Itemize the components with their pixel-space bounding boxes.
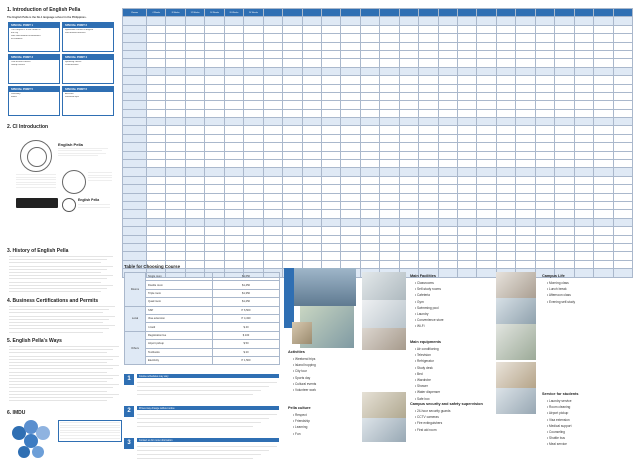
special-point-line: Systematic course of English xyxy=(65,28,94,31)
course-schedule-table xyxy=(122,8,633,278)
facility-photo-1 xyxy=(362,272,406,300)
special-point-heading: SPECIAL POINT 5 xyxy=(9,87,59,92)
note-heading: Contact us for more information xyxy=(137,438,279,442)
section-title-ci: 2. CI Introduction xyxy=(7,124,49,130)
campus-life-title: Campus Life xyxy=(542,274,565,278)
special-point-heading: SPECIAL POINT 2 xyxy=(63,23,113,28)
fee-row xyxy=(125,331,280,339)
special-point-line: Weekend trips xyxy=(65,95,79,98)
section-title-intro: 1. Introduction of English Pella xyxy=(7,7,81,13)
equipment-item: • Refrigerator xyxy=(415,359,434,364)
special-point-line: Activities xyxy=(65,92,74,95)
special-point-box xyxy=(62,86,114,116)
activity-item: • Cultural events xyxy=(293,381,317,386)
table-row xyxy=(123,168,633,176)
fee-row xyxy=(125,314,280,322)
facility-photo-4 xyxy=(362,392,406,418)
fee-item-value: P 1,500 xyxy=(213,356,280,364)
service-item: • Counseling xyxy=(547,430,565,435)
student-service-list xyxy=(544,398,634,448)
culture-item: • Learning xyxy=(293,425,308,430)
facility-item: • Convenience store xyxy=(415,318,444,323)
campus-life-photo-4 xyxy=(496,362,536,388)
table-row xyxy=(123,101,633,109)
fee-item-value: P 6,500 xyxy=(213,306,280,314)
table-header-cell: 4 Weeks xyxy=(147,9,166,17)
ci-script-logo xyxy=(16,198,58,208)
note-number: 1 xyxy=(124,374,134,385)
campus-life-item: • Morning class xyxy=(547,281,569,285)
campus-life-item: • Lunch break xyxy=(547,287,567,292)
table-row xyxy=(123,59,633,67)
facility-photo-2 xyxy=(362,300,406,328)
activity-item: • Island hopping xyxy=(293,363,316,368)
activity-item: • City tour xyxy=(293,369,307,374)
facility-item: • Wi-Fi xyxy=(415,324,425,329)
fee-group-label: Local xyxy=(125,306,146,331)
facility-item: • Swimming pool xyxy=(415,305,439,310)
special-point-line: Group classes xyxy=(11,63,25,66)
table-row xyxy=(123,143,633,151)
table-row xyxy=(123,176,633,184)
fee-item-value: $1,350 xyxy=(213,289,280,297)
intro-subtitle: The English Pella is the No.1 language school in the Philippines. xyxy=(7,16,87,19)
special-point-line: for students xyxy=(11,38,23,41)
table-header-cell: Classes xyxy=(123,9,147,17)
special-point-line: Pronunciation xyxy=(65,63,79,66)
equipment-item: • Safe box xyxy=(415,396,430,401)
special-point-heading: SPECIAL POINT 1 xyxy=(9,23,59,28)
campus-life-photo-5 xyxy=(496,388,536,414)
special-point-box xyxy=(8,22,60,52)
note-block xyxy=(124,404,280,436)
special-point-line: The campus is in the center of xyxy=(11,28,41,31)
special-point-box xyxy=(8,86,60,116)
pella-culture-list xyxy=(290,412,354,437)
equipment-item: • Study desk xyxy=(415,365,433,370)
special-point-box xyxy=(62,54,114,84)
note-heading: Course schedules may vary xyxy=(137,374,279,378)
ci-emblem-icon xyxy=(62,170,86,194)
table-row xyxy=(123,235,633,243)
special-point-line: the city xyxy=(11,31,18,34)
fee-group-label: Rooms xyxy=(125,273,146,307)
service-item: • Medical support xyxy=(547,423,572,428)
campus-life-item: • Evening self-study xyxy=(547,299,576,304)
facility-item: • Gym xyxy=(415,299,424,304)
campus-life-item: • Afternoon class xyxy=(547,293,571,298)
fee-item-label: Electricity xyxy=(146,356,213,364)
fee-row xyxy=(125,348,280,356)
equipment-item: • Shower xyxy=(415,384,428,389)
activities-list xyxy=(290,356,354,393)
main-facilities-list xyxy=(412,280,492,330)
table-row xyxy=(123,17,633,25)
safety-item: • 24-hour security guards xyxy=(415,409,451,413)
campus-life-list xyxy=(544,280,634,305)
facility-item: • Classrooms xyxy=(415,281,434,285)
fee-row xyxy=(125,323,280,331)
special-point-body xyxy=(9,92,59,100)
table-row xyxy=(123,151,633,159)
fee-item-value: $ 100 xyxy=(213,331,280,339)
fee-item-value: $1,450 xyxy=(213,281,280,289)
history-lines xyxy=(9,256,114,294)
section-title-imdu: 6. IMDU xyxy=(7,410,26,416)
table-row xyxy=(123,243,633,251)
service-item: • Meal service xyxy=(547,442,567,447)
fee-item-label: Double room xyxy=(146,281,213,289)
table-header-cell: 12 Weeks xyxy=(185,9,204,17)
service-item: • Shuttle bus xyxy=(547,436,565,441)
special-point-heading: SPECIAL POINT 3 xyxy=(9,55,59,60)
fee-table-title: Table for Choosing Course xyxy=(124,264,181,269)
service-item: • Airport pickup xyxy=(547,411,569,416)
fee-item-value: $ 40 xyxy=(213,323,280,331)
safety-item: • CCTV cameras xyxy=(415,415,439,420)
fee-item-label: I-Card xyxy=(146,323,213,331)
table-row xyxy=(123,126,633,134)
equipment-item: • Wardrobe xyxy=(415,378,431,383)
fee-row xyxy=(125,340,280,348)
fee-item-label: Registration fee xyxy=(146,331,213,339)
special-point-line: Meals xyxy=(11,95,17,98)
fee-item-value: $ 20 xyxy=(213,348,280,356)
special-point-line: Speaking course xyxy=(65,60,82,63)
ci-logo-label: English Pella xyxy=(78,198,100,202)
campus-life-photo-2 xyxy=(496,298,536,324)
activity-item: • Weekend trips xyxy=(293,357,316,361)
accent-bar xyxy=(284,268,294,328)
table-row xyxy=(123,67,633,75)
fee-row xyxy=(125,273,280,281)
equipment-item: • Water dispenser xyxy=(415,390,441,395)
campus-life-photo-3 xyxy=(496,324,536,360)
safety-title: Campus security and safety supervision xyxy=(410,402,483,406)
activities-title: Activities xyxy=(288,350,305,354)
table-row xyxy=(123,193,633,201)
note-block xyxy=(124,436,280,468)
fee-item-label: Visa extension xyxy=(146,314,213,322)
fee-item-label: Single room xyxy=(146,273,213,281)
special-point-body xyxy=(9,60,59,68)
table-row xyxy=(123,227,633,235)
table-row xyxy=(123,160,633,168)
table-row xyxy=(123,92,633,100)
fee-item-label: Textbooks xyxy=(146,348,213,356)
service-item: • Room cleaning xyxy=(547,405,571,410)
fee-item-value: $ 50 xyxy=(213,340,280,348)
fee-row xyxy=(125,289,280,297)
table-row xyxy=(123,50,633,58)
ci-small-seal-icon xyxy=(62,198,76,212)
facility-item: • Self-study rooms xyxy=(415,287,441,292)
special-point-line: One-on-one classes xyxy=(11,60,31,63)
special-point-heading: SPECIAL POINT 6 xyxy=(63,87,113,92)
safety-list xyxy=(412,408,492,433)
special-point-box xyxy=(62,22,114,52)
campus-photo-2 xyxy=(292,322,312,344)
imdu-diagram xyxy=(10,418,120,468)
table-row xyxy=(123,109,633,117)
facility-photo-5 xyxy=(362,418,406,442)
fee-row xyxy=(125,356,280,364)
special-point-line: Safe and modern environment xyxy=(11,34,41,37)
safety-item: • Fire extinguishers xyxy=(415,421,443,426)
campus-photo-main xyxy=(294,268,356,306)
student-service-title: Service for students xyxy=(542,392,579,396)
table-row xyxy=(123,252,633,260)
notes-panel xyxy=(124,372,280,468)
fee-row xyxy=(125,298,280,306)
fee-item-label: Airport pickup xyxy=(146,340,213,348)
table-header-cell: 16 Weeks xyxy=(205,9,224,17)
facility-item: • Cafeteria xyxy=(415,293,430,298)
special-point-line: Well-trained teachers xyxy=(65,31,86,34)
fee-group-label: Others xyxy=(125,331,146,365)
special-point-body xyxy=(63,60,113,68)
fee-item-label: Quad room xyxy=(146,298,213,306)
service-item: • Visa extension xyxy=(547,417,570,422)
activity-item: • Sports day xyxy=(293,375,311,380)
table-row xyxy=(123,118,633,126)
equipment-item: • Air conditioning xyxy=(415,347,439,351)
equipment-item: • Bed xyxy=(415,371,423,376)
special-point-body xyxy=(63,28,113,36)
main-equipment-title: Main equipments xyxy=(410,340,442,344)
fee-item-value: $1,650 xyxy=(213,273,280,281)
table-row xyxy=(123,210,633,218)
note-block xyxy=(124,372,280,404)
table-row xyxy=(123,42,633,50)
table-row xyxy=(123,76,633,84)
fee-row xyxy=(125,306,280,314)
fee-item-value: P 4,430 xyxy=(213,314,280,322)
table-row xyxy=(123,9,633,17)
fee-row xyxy=(125,281,280,289)
table-row xyxy=(123,84,633,92)
section-title-history: 3. History of English Pella xyxy=(7,248,69,254)
culture-item: • Respect xyxy=(293,413,307,417)
table-row xyxy=(123,260,633,268)
special-point-line: Dormitory xyxy=(11,92,21,95)
special-point-box xyxy=(8,54,60,84)
fee-table xyxy=(124,272,280,365)
service-item: • Laundry service xyxy=(547,399,572,403)
table-row xyxy=(123,134,633,142)
ci-title: English Pella xyxy=(58,142,83,147)
activity-item: • Volunteer work xyxy=(293,388,317,393)
main-equipment-list xyxy=(412,346,492,402)
campus-life-photo-1 xyxy=(496,272,536,298)
table-row xyxy=(123,218,633,226)
table-header-cell: 20 Weeks xyxy=(224,9,243,17)
ci-panel xyxy=(12,134,112,220)
table-header-cell: 24 Weeks xyxy=(244,9,263,17)
special-point-body xyxy=(9,28,59,43)
cert-lines xyxy=(9,306,119,335)
equipment-item: • Television xyxy=(415,353,431,358)
fee-item-label: Triple room xyxy=(146,289,213,297)
ways-lines xyxy=(9,346,121,403)
table-row xyxy=(123,185,633,193)
culture-item: • Friendship xyxy=(293,419,310,424)
facility-photo-3 xyxy=(362,328,406,350)
special-point-body xyxy=(63,92,113,100)
fee-item-value: $1,250 xyxy=(213,298,280,306)
note-heading: Prices may change without notice xyxy=(137,406,279,410)
section-title-ways: 5. English Pella's Ways xyxy=(7,338,62,344)
special-point-heading: SPECIAL POINT 4 xyxy=(63,55,113,60)
culture-item: • Fun xyxy=(293,431,301,436)
table-row xyxy=(123,25,633,33)
safety-item: • First aid room xyxy=(415,427,437,432)
table-row xyxy=(123,201,633,209)
main-facilities-title: Main Facilities xyxy=(410,274,436,278)
note-number: 2 xyxy=(124,406,134,417)
section-title-certs: 4. Business Certifications and Permits xyxy=(7,298,99,304)
table-row xyxy=(123,34,633,42)
facility-item: • Laundry xyxy=(415,312,429,317)
pella-culture-title: Pella culture xyxy=(288,406,311,410)
ci-seal-icon xyxy=(20,140,52,172)
table-header-cell: 8 Weeks xyxy=(166,9,185,17)
note-number: 3 xyxy=(124,438,134,449)
fee-item-label: SSP xyxy=(146,306,213,314)
